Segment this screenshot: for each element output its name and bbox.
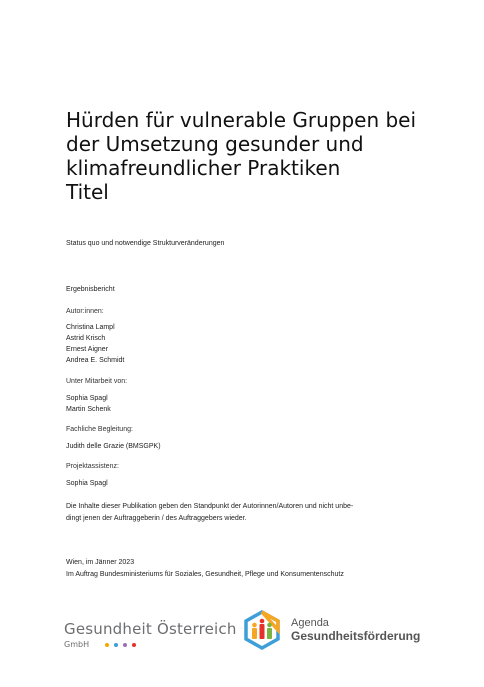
dot-icon	[123, 643, 127, 647]
goe-logo	[64, 620, 237, 649]
collaborator-name: Martin Schenk	[66, 406, 111, 413]
title-line-2: der Umsetzung gesunder und	[66, 132, 364, 156]
collab-label: Unter Mitarbeit von:	[66, 378, 128, 385]
assistant	[66, 478, 108, 489]
dot-icon	[132, 643, 136, 647]
dot-icon	[105, 643, 109, 647]
place-date: Wien, im Jänner 2023	[66, 559, 135, 566]
footer	[66, 557, 344, 581]
report-type	[66, 284, 115, 295]
assistance-section	[66, 461, 119, 472]
author-name: Ernest Aigner	[66, 346, 109, 353]
author-name: Astrid Krisch	[66, 335, 106, 342]
report-type-text: Ergebnisbericht	[66, 286, 115, 293]
disclaimer	[66, 501, 426, 525]
assistant-name: Sophia Spagl	[66, 480, 108, 487]
agenda-logo-line2: Gesundheitsförderung	[291, 629, 421, 643]
authors-label: Autor:innen:	[66, 308, 104, 315]
disclaimer-line: dingt jenen der Auftraggeberin / des Auftraggebers wieder.	[66, 515, 247, 522]
authors-section	[66, 306, 104, 317]
authors-list	[66, 322, 124, 366]
goe-logo-name: Gesundheit Österreich	[64, 620, 237, 638]
collab-section	[66, 376, 127, 387]
report-subtitle: Status quo und notwendige Strukturveränderungen	[66, 240, 225, 247]
assistance-label: Projektassistenz:	[66, 463, 119, 470]
supervisor-name: Judith delle Grazie (BMSGPK)	[66, 443, 161, 450]
collab-list	[66, 393, 111, 415]
supervisor	[66, 441, 161, 452]
commission: Im Auftrag Bundesministeriums für Soziales, Gesundheit, Pflege und Konsumentenschutz	[66, 571, 344, 578]
agenda-logo	[243, 610, 420, 650]
agenda-hexagon-icon	[243, 610, 281, 650]
title-line-1: Hürden für vulnerable Gruppen bei	[66, 108, 417, 132]
supervision-section	[66, 424, 133, 435]
title-line-3: klimafreundlicher Praktiken	[66, 156, 341, 180]
author-name: Andrea E. Schmidt	[66, 357, 125, 364]
supervision-label: Fachliche Begleitung:	[66, 426, 133, 433]
agenda-logo-line1: Agenda	[291, 617, 329, 629]
author-name: Christina Lampl	[66, 324, 115, 331]
goe-logo-sub: GmbH	[64, 640, 90, 649]
report-title	[66, 108, 446, 204]
disclaimer-line: Die Inhalte dieser Publikation geben den Standpunkt der Autorinnen/Autoren und nicht unbe-	[66, 503, 354, 510]
goe-logo-dots	[105, 643, 136, 647]
title-line-4: Titel	[66, 180, 109, 204]
dot-icon	[114, 643, 118, 647]
collaborator-name: Sophia Spagl	[66, 395, 108, 402]
